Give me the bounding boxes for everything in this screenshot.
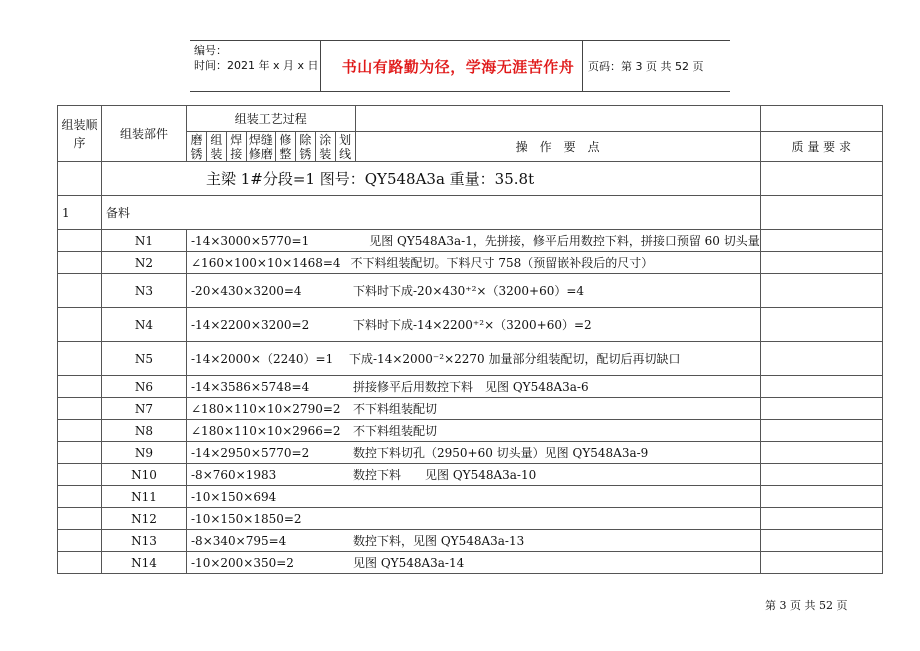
part-id: N5 <box>102 342 187 376</box>
part-id: N12 <box>102 508 187 530</box>
part-note: 下料时下成-14×2200⁺²×（3200+60）=2 <box>353 318 592 332</box>
header-motto: 书山有路勤为径，学海无涯苦作舟 <box>341 58 575 76</box>
part-note: 见图 QY548A3a-1，先拼接，修平后用数控下料，拼接口预留 60 切头量 <box>369 234 760 248</box>
header-divider <box>320 41 321 91</box>
part-id: N14 <box>102 552 187 574</box>
operation-text <box>187 230 761 252</box>
process-table <box>57 105 883 574</box>
part-spec: -8×760×1983 <box>191 468 277 482</box>
part-note: 数控下料切孔（2950+60 切头量）见图 QY548A3a-9 <box>353 446 649 460</box>
operation-text <box>187 420 761 442</box>
table-row <box>58 230 883 252</box>
operation-text <box>187 274 761 308</box>
part-note: 下成-14×2000⁻²×2270 加量部分组装配切，配切后再切缺口 <box>349 352 681 366</box>
header-divider <box>582 41 583 91</box>
page-footer: 第 3 页 共 52 页 <box>765 599 848 612</box>
title-row <box>58 162 883 196</box>
part-spec: -8×340×795=4 <box>191 534 287 548</box>
operation-text <box>187 530 761 552</box>
part-id: N8 <box>102 420 187 442</box>
operation-text <box>187 252 761 274</box>
process-col: 焊缝修磨 <box>246 132 275 162</box>
date-label: 时间：2021 年 x 月 x 日 <box>194 59 319 72</box>
part-id: N13 <box>102 530 187 552</box>
part-note: 下料时下成-20×430⁺²×（3200+60）=4 <box>353 284 585 298</box>
part-spec: -10×200×350=2 <box>191 556 294 570</box>
part-note: 不下料组装配切 <box>353 402 438 416</box>
operation-text <box>187 308 761 342</box>
col-quality-header: 质 量 要 求 <box>760 132 882 162</box>
operation-text <box>187 464 761 486</box>
col-seq-header: 组装顺序 <box>58 106 102 162</box>
part-spec: -14×3586×5748=4 <box>191 380 310 394</box>
process-col: 修整 <box>275 132 295 162</box>
table-row <box>58 508 883 530</box>
process-col: 涂装 <box>315 132 335 162</box>
doc-number-label: 编号： <box>194 44 227 57</box>
process-col: 除锈 <box>295 132 315 162</box>
operation-text <box>187 486 761 508</box>
part-id: N11 <box>102 486 187 508</box>
part-note: 数控下料 见图 QY548A3a-10 <box>353 468 537 482</box>
operation-text <box>187 442 761 464</box>
operation-text <box>187 552 761 574</box>
part-spec: -10×150×694 <box>191 489 277 504</box>
part-id: N6 <box>102 376 187 398</box>
table-row <box>58 376 883 398</box>
process-col: 组装 <box>206 132 226 162</box>
col-part-header: 组装部件 <box>102 106 187 162</box>
header-page-code: 页码：第 3 页 共 52 页 <box>588 60 704 73</box>
process-col: 磨锈 <box>187 132 207 162</box>
table-row <box>58 308 883 342</box>
part-id: N2 <box>102 252 187 274</box>
part-note: 不下料组装配切 <box>353 424 438 438</box>
part-id: N10 <box>102 464 187 486</box>
page-header <box>190 40 730 92</box>
part-note: 拼接修平后用数控下料 见图 QY548A3a-6 <box>353 380 589 394</box>
table-row <box>58 486 883 508</box>
part-note: 见图 QY548A3a-14 <box>353 556 465 570</box>
table-row <box>58 274 883 308</box>
process-title-header: 组装工艺过程 <box>187 106 356 132</box>
process-col: 划线 <box>335 132 355 162</box>
part-spec: ∠180×110×10×2966=2 <box>191 424 341 438</box>
section-name: 备料 <box>102 196 761 230</box>
part-title: 主梁 1#分段=1 图号：QY548A3a 重量：35.8t <box>102 162 761 196</box>
header-row <box>58 106 883 132</box>
part-spec: -20×430×3200=4 <box>191 284 302 298</box>
process-col: 焊接 <box>226 132 246 162</box>
header-left <box>194 43 319 73</box>
operation-text <box>187 508 761 530</box>
col-ops-header: 操 作 要 点 <box>355 132 760 162</box>
part-spec: ∠160×100×10×1468=4 <box>191 256 341 270</box>
part-note: 不下料组装配切。下料尺寸 758（预留嵌补段后的尺寸） <box>350 256 654 270</box>
table-row <box>58 420 883 442</box>
table-row <box>58 398 883 420</box>
part-id: N4 <box>102 308 187 342</box>
part-id: N1 <box>102 230 187 252</box>
operation-text <box>187 376 761 398</box>
operation-text <box>187 398 761 420</box>
part-spec: -14×2200×3200=2 <box>191 318 310 332</box>
operation-text <box>187 342 761 376</box>
part-spec: -14×2000×（2240）=1 <box>191 352 334 366</box>
part-spec: -14×2950×5770=2 <box>191 446 310 460</box>
table-row <box>58 464 883 486</box>
section-row <box>58 196 883 230</box>
table-row <box>58 442 883 464</box>
table-row <box>58 342 883 376</box>
part-spec: -10×150×1850=2 <box>191 511 302 526</box>
part-id: N7 <box>102 398 187 420</box>
part-spec: ∠180×110×10×2790=2 <box>191 402 341 416</box>
table-row <box>58 552 883 574</box>
section-number: 1 <box>58 196 102 230</box>
part-id: N9 <box>102 442 187 464</box>
part-spec: -14×3000×5770=1 <box>191 234 310 248</box>
table-row <box>58 530 883 552</box>
table-row <box>58 252 883 274</box>
part-note: 数控下料，见图 QY548A3a-13 <box>353 534 525 548</box>
part-id: N3 <box>102 274 187 308</box>
